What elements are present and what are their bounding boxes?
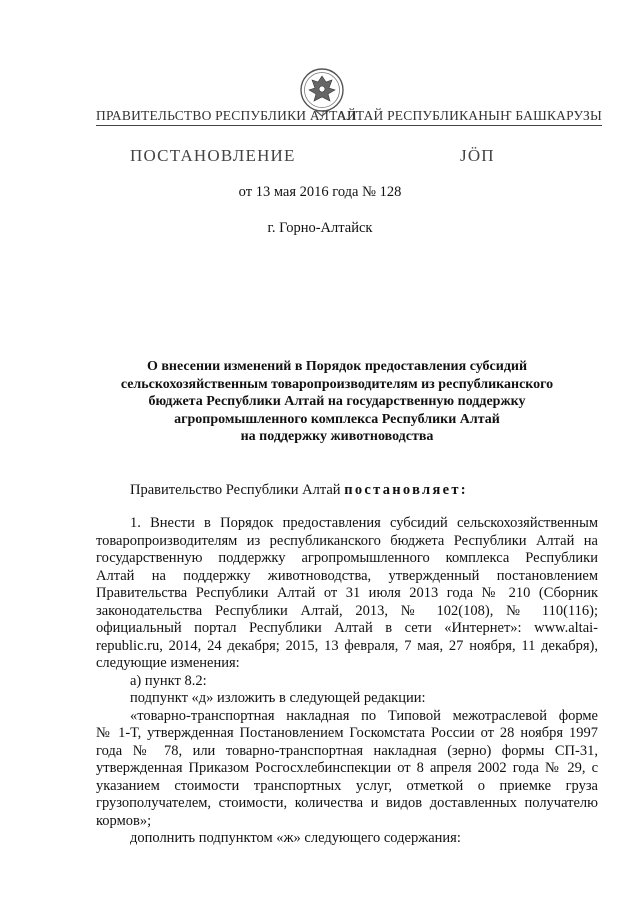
body-line: подпункт «д» изложить в следующей редакции: xyxy=(130,690,426,706)
body-line: дополнить подпунктом «ж» следующего содержания: xyxy=(130,830,461,846)
body-line: «товарно-транспортная накладная по Типовой межотраслевой форме xyxy=(130,707,598,724)
org-name-altai: АЛТАЙ РЕСПУБЛИКАНЫҤ БАШКАРУЗЫ xyxy=(336,108,602,123)
body-line: утвержденная Приказом Росгосхлебинспекции от 8 апреля 2002 года № 29, с xyxy=(96,760,598,776)
body-line: грузополучателем, стоимости, количества и видов доставленных получателю xyxy=(96,795,598,811)
doc-type-russian: ПОСТАНОВЛЕНИЕ xyxy=(130,146,296,165)
body-line: republic.ru, 2014, 24 декабря; 2015, 13 февраля, 7 мая, 27 ноября, 11 декабря), xyxy=(96,637,598,654)
doc-type-altai: JӦП xyxy=(460,146,495,165)
body-line: Алтай на поддержку животноводства, утвержденный постановлением xyxy=(96,567,598,584)
document-body xyxy=(96,515,598,848)
body-line: законодательства Республики Алтай, 2013, № 102(108), № 110(116); xyxy=(96,602,598,619)
body-line: № 1-Т, утвержденная Постановлением Госкомстата России от 28 ноября 1997 xyxy=(96,725,598,741)
body-line: товаропроизводителям из республиканского бюджета Республики Алтай на xyxy=(96,532,598,549)
title-line: на поддержку животноводства xyxy=(240,429,434,444)
body-line: 1. Внести в Порядок предоставления субсидий сельскохозяйственным xyxy=(130,515,598,531)
document-city: г. Горно-Алтайск xyxy=(267,220,373,236)
body-line: официальный портал Республики Алтай в сети «Интернет»: www.altai- xyxy=(96,620,598,636)
title-line: О внесении изменений в Порядок предоставления субсидий xyxy=(146,359,528,374)
decree-subject: Правительство Республики Алтай xyxy=(130,482,341,498)
decree-statement xyxy=(130,482,468,499)
decree-verb: постановляет: xyxy=(344,482,468,498)
body-line: года № 78, или товарно-транспортная накладная (зерно) формы СП-31, xyxy=(96,742,598,759)
body-line: а) пункт 8.2: xyxy=(130,672,207,689)
document-title xyxy=(96,358,578,446)
body-line: указанием стоимости транспортных услуг, отметкой о приемке груза xyxy=(96,777,598,794)
body-line: Правительства Республики Алтай от 31 июля 2013 года № 210 (Сборник xyxy=(96,585,598,601)
body-line: кормов»; xyxy=(96,812,152,829)
letterhead xyxy=(96,108,602,126)
org-name-russian: ПРАВИТЕЛЬСТВО РЕСПУБЛИКИ АЛТАЙ xyxy=(96,108,357,123)
body-line: следующие изменения: xyxy=(96,655,240,671)
title-line: сельскохозяйственным товаропроизводителям из республиканского xyxy=(120,376,554,392)
title-line: агропромышленного комплекса Республики Алтай xyxy=(174,411,500,427)
body-line: государственную поддержку агропромышленного комплекса Республики xyxy=(96,550,598,566)
letterhead-divider xyxy=(96,125,602,126)
document-date-number: от 13 мая 2016 года № 128 xyxy=(238,184,402,200)
title-line: бюджета Республики Алтай на государственную поддержку xyxy=(148,394,526,409)
